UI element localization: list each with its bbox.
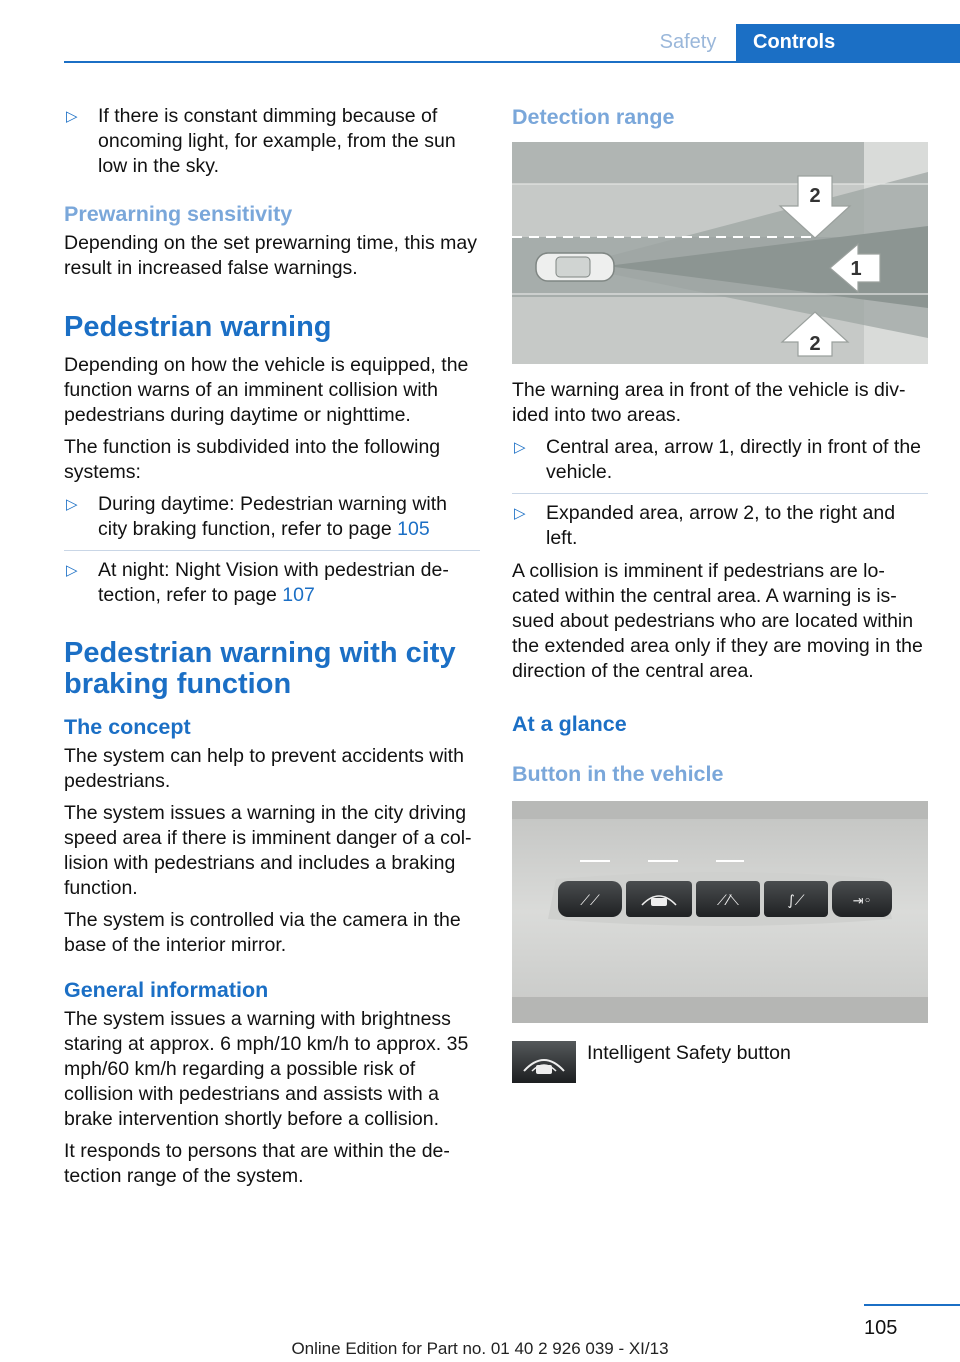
caption-text: Intelligent Safety button xyxy=(587,1042,791,1064)
prewarning-heading: Prewarning sensitivity xyxy=(64,202,293,226)
concept-text-1: The system can help to prevent accidents with pedestrians. xyxy=(64,745,464,792)
triangle-bullet-icon: ▷ xyxy=(514,439,526,456)
right-column xyxy=(512,104,928,1087)
button-panel-figure xyxy=(512,801,928,1023)
list-item xyxy=(512,501,928,551)
general-info-heading: General information xyxy=(64,978,269,1002)
bullet-text: Central area, arrow 1, directly in front of the vehicle. xyxy=(546,436,922,483)
triangle-bullet-icon: ▷ xyxy=(66,562,78,579)
city-braking-heading: Pedestrian warning with city braking function xyxy=(64,637,456,700)
pedestrian-text-2: The function is subdivided into the following systems: xyxy=(64,436,441,483)
footer-edition: Online Edition for Part no. 01 40 2 926 039 - XI/13 xyxy=(291,1339,669,1358)
figure-label-1: 1 xyxy=(850,258,862,280)
list-item xyxy=(512,435,928,485)
page-number: 105 xyxy=(864,1317,898,1339)
bullet-text: At night: Night Vision with pedestrian de-tection, refer to page xyxy=(98,559,449,606)
list-item xyxy=(64,492,480,542)
detection-range-heading: Detection range xyxy=(512,105,675,129)
tab-safety[interactable]: Safety xyxy=(659,31,717,53)
vehicle-button-row xyxy=(558,881,892,917)
figure-label-2-bottom: 2 xyxy=(809,333,821,355)
tab-controls[interactable]: Controls xyxy=(736,24,960,61)
page-link-105[interactable]: 105 xyxy=(397,518,430,540)
pedestrian-text-1: Depending on how the vehicle is equipped, the function warns of an imminent collision with pedestrians during daytime or nighttime. xyxy=(64,354,469,426)
left-column xyxy=(64,104,480,1196)
detection-diagram xyxy=(512,142,928,364)
pedestrian-warning-heading: Pedestrian warning xyxy=(64,311,332,343)
concept-text-3: The system is controlled via the camera in the base of the interior mirror. xyxy=(64,909,461,956)
divider xyxy=(64,550,480,551)
footer-rule xyxy=(864,1304,960,1306)
bullet-text: During daytime: Pedestrian warning with city braking function, refer to page xyxy=(98,493,448,540)
button-in-vehicle-heading: Button in the vehicle xyxy=(512,762,724,786)
header-rule xyxy=(64,61,960,63)
intelligent-safety-button-icon xyxy=(512,1041,576,1083)
bullet-text: If there is constant dimming because of oncoming light, for example, from the sun low in the sky. xyxy=(98,105,456,177)
button-caption xyxy=(512,1041,928,1087)
general-text-1: The system issues a warning with brightness staring at approx. 6 mph/10 km/h to approx. 35 mph/60 km/h regarding a possible risk of collision with pedestrians and assists with a brake intervention shortly before a collision. xyxy=(64,1008,469,1130)
at-a-glance-heading: At a glance xyxy=(512,712,627,736)
page-link-107[interactable]: 107 xyxy=(282,584,315,606)
concept-text-2: The system issues a warning in the city driving speed area if there is imminent danger of a col-lision with pedestrians and includes a braking function. xyxy=(64,802,472,899)
button-panel-photo xyxy=(512,801,928,1023)
divider xyxy=(512,493,928,494)
prewarning-text: Depending on the set prewarning time, this may result in increased false warnings. xyxy=(64,232,477,279)
svg-text:⟋⁄⟍: ⟋⁄⟍ xyxy=(717,893,739,909)
figure-label-2-top: 2 xyxy=(809,185,821,207)
triangle-bullet-icon: ▷ xyxy=(514,505,526,522)
triangle-bullet-icon: ▷ xyxy=(66,496,78,513)
detection-text: The warning area in front of the vehicle is div-ided into two areas. xyxy=(512,379,906,426)
car-icon xyxy=(536,253,614,281)
svg-text:⟋⟋: ⟋⟋ xyxy=(580,893,600,909)
svg-text:⇥◦: ⇥◦ xyxy=(852,894,872,909)
bullet-text: Expanded area, arrow 2, to the right and left. xyxy=(546,502,896,549)
svg-text:∫⟋: ∫⟋ xyxy=(787,893,805,909)
triangle-bullet-icon: ▷ xyxy=(66,108,78,125)
concept-heading: The concept xyxy=(64,715,191,739)
general-text-2: It responds to persons that are within the de-tection range of the system. xyxy=(64,1140,450,1187)
detection-range-figure xyxy=(512,142,928,364)
collision-text: A collision is imminent if pedestrians are lo-cated within the central area. A warning is is-sued about pedestrians who are located within the extended area only if they are moving in the direction of the central area. xyxy=(512,560,923,682)
list-item xyxy=(64,558,480,608)
list-item xyxy=(64,104,480,179)
